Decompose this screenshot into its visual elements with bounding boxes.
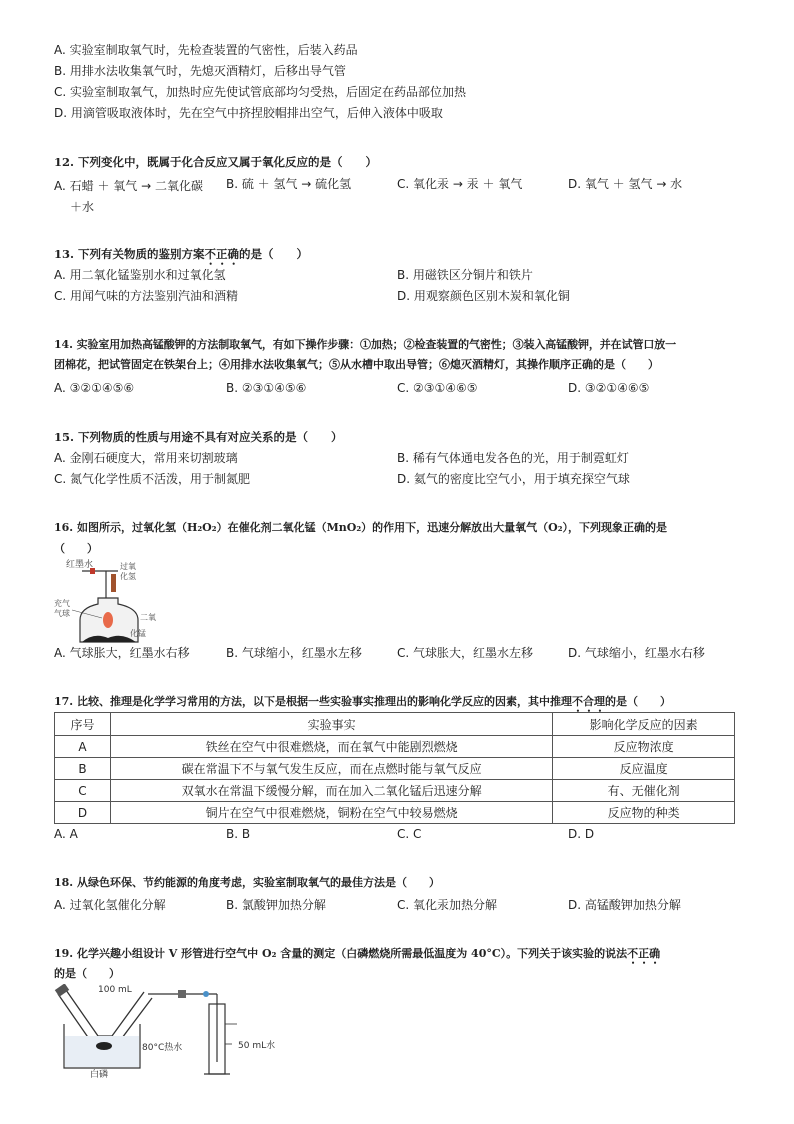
q16-label-balloon-2: 气球 (54, 609, 70, 618)
q17-option-b: B. B (226, 827, 251, 841)
q14-option-b: B. ②③①④⑤⑥ (226, 381, 307, 395)
q19-white-phosphorus (96, 1042, 112, 1050)
q11-option-b: B. 用排水法收集氧气时，先熄灭酒精灯，后移出导气管 (54, 64, 346, 78)
q19-rubber-joint (178, 990, 186, 998)
q18-stem: 18. 从绿色环保、节约能源的角度考虑，实验室制取氧气的最佳方法是（ ） (54, 876, 440, 889)
q15-option-a: A. 金刚石硬度大，常用来切割玻璃 (54, 451, 238, 465)
q16-label-ink: 红墨水 (66, 560, 94, 570)
table-header-cell: 实验事实 (110, 713, 552, 736)
q13-option-a: A. 用二氧化锰鉴别水和过氧化氢 (54, 268, 226, 282)
table-header-cell: 影响化学反应的因素 (553, 713, 735, 736)
q11-option-d: D. 用滴管吸取液体时，先在空气中挤捏胶帽排出空气，后伸入液体中吸取 (54, 106, 443, 120)
q12-option-a (54, 176, 203, 218)
q19-stem-line1: 19. 化学兴趣小组设计 V 形管进行空气中 O₂ 含量的测定（白磷燃烧所需最低温度为 40°C）。下列关于该实验的说法不正确 (54, 947, 661, 960)
q16-label-mno2-1: 二氧 (140, 613, 156, 622)
q19-clamp (203, 991, 209, 997)
q14-stem-line1: 14. 实验室用加热高锰酸钾的方法制取氧气，有如下操作步骤：①加热；②检查装置的气密性；③装入高锰酸钾，并在试管口放一 (54, 338, 677, 351)
q14-stem-line2: 团棉花，把试管固定在铁架台上；④用排水法收集氧气；⑤从水槽中取出导管；⑥熄灭酒精灯，其操作顺序正确的是（ ） (54, 358, 659, 371)
q19-emphasis: 不正确 (627, 947, 661, 960)
table-cell: 反应物的种类 (553, 802, 735, 824)
q17-option-d: D. D (568, 827, 595, 841)
q12-option-c: C. 氧化汞 → 汞 ＋ 氧气 (397, 177, 523, 191)
table-cell: C (55, 780, 111, 802)
q19-label-100ml: 100 mL (98, 985, 132, 995)
q13-option-b: B. 用磁铁区分铜片和铁片 (397, 268, 533, 282)
q16-option-d: D. 气球缩小，红墨水右移 (568, 646, 705, 660)
q12-option-b: B. 硫 ＋ 氢气 → 硫化氢 (226, 177, 352, 191)
table-cell: A (55, 736, 111, 758)
q17-emphasis: 不合理 (571, 695, 605, 708)
table-cell: B (55, 758, 111, 780)
q15-option-b: B. 稀有气体通电发各色的光，用于制霓虹灯 (397, 451, 629, 465)
table-row (55, 780, 735, 802)
q16-label-mno2-2: 化锰 (130, 629, 146, 638)
q13-option-c: C. 用闻气味的方法鉴别汽油和酒精 (54, 289, 239, 303)
table-row (55, 758, 735, 780)
table-cell: D (55, 802, 111, 824)
q19-hot-water (65, 1036, 139, 1067)
q13-stem: 13. 下列有关物质的鉴别方案不正确的是（ ） (54, 247, 309, 261)
q18-option-c: C. 氧化汞加热分解 (397, 898, 498, 912)
q18-option-b: B. 氯酸钾加热分解 (226, 898, 326, 912)
table-cell: 反应温度 (553, 758, 735, 780)
q13-option-d: D. 用观察颜色区别木炭和氧化铜 (397, 289, 570, 303)
q19-label-white-phosphorus: 白磷 (90, 1070, 109, 1080)
table-cell: 碳在常温下不与氧气发生反应，而在点燃时能与氧气反应 (110, 758, 552, 780)
q16-label-balloon-1: 充气 (54, 599, 70, 608)
q19-stopper-left (55, 984, 69, 997)
q17-option-c: C. C (397, 827, 422, 841)
q16-option-c: C. 气球胀大，红墨水左移 (397, 646, 534, 660)
q16-dropper (111, 574, 116, 592)
q16-balloon (103, 612, 113, 628)
q17-table (54, 712, 735, 824)
q14-option-d: D. ③②①④⑥⑤ (568, 381, 650, 395)
q16-stem-line2: （ ） (54, 542, 98, 555)
q16-stem-line1: 16. 如图所示，过氧化氢（H₂O₂）在催化剂二氧化锰（MnO₂）的作用下，迅速分解放出大量氧气（O₂），下列现象正确的是 (54, 521, 668, 534)
q19-stem-line2: 的是（ ） (54, 967, 120, 980)
q16-option-b: B. 气球缩小，红墨水左移 (226, 646, 362, 660)
q12-stem: 12. 下列变化中，既属于化合反应又属于氧化反应的是（ ） (54, 155, 378, 169)
q16-label-h2o2-2: 化氢 (120, 572, 136, 581)
q16-label-h2o2-1: 过氧 (120, 562, 136, 571)
q11-option-c: C. 实验室制取氧气，加热时应先使试管底部均匀受热，后固定在药品部位加热 (54, 85, 467, 99)
q14-option-a: A. ③②①④⑤⑥ (54, 381, 135, 395)
table-cell: 反应物浓度 (553, 736, 735, 758)
q18-option-a: A. 过氧化氢催化分解 (54, 898, 166, 912)
q19-label-hot-water: 80°C热水 (142, 1043, 183, 1053)
table-cell: 铜片在空气中很难燃烧，铜粉在空气中较易燃烧 (110, 802, 552, 824)
q15-option-c: C. 氮气化学性质不活泼，用于制氮肥 (54, 472, 251, 486)
q19-label-50ml-water: 50 mL水 (238, 1041, 276, 1051)
q15-stem: 15. 下列物质的性质与用途不具有对应关系的是（ ） (54, 430, 343, 444)
table-cell: 双氧水在常温下缓慢分解，而在加入二氧化锰后迅速分解 (110, 780, 552, 802)
table-header-cell: 序号 (55, 713, 111, 736)
q19-apparatus-figure (54, 984, 304, 1080)
q17-option-a: A. A (54, 827, 78, 841)
table-row (55, 736, 735, 758)
q15-option-d: D. 氦气的密度比空气小，用于填充探空气球 (397, 472, 630, 486)
q12-option-a-cont: ＋水 (70, 200, 95, 214)
table-header-row (55, 713, 735, 736)
q18-option-d: D. 高锰酸钾加热分解 (568, 898, 681, 912)
table-cell: 有、无催化剂 (553, 780, 735, 802)
q17-stem: 17. 比较、推理是化学学习常用的方法，以下是根据一些实验事实推理出的影响化学反应的因素，其中推理不合理的是（ ） (54, 695, 671, 708)
q12-option-d: D. 氧气 ＋ 氢气 → 水 (568, 177, 683, 191)
q14-option-c: C. ②③①④⑥⑤ (397, 381, 478, 395)
q16-option-a: A. 气球胀大，红墨水右移 (54, 646, 190, 660)
q13-emphasis: 不正确 (204, 247, 240, 261)
table-row (55, 802, 735, 824)
q12-option-a-text: A. 石蜡 ＋ 氧气 → 二氧化碳 (54, 179, 203, 193)
q11-option-a: A. 实验室制取氧气时，先检查装置的气密性，后装入药品 (54, 43, 358, 57)
q16-apparatus-figure (54, 558, 164, 648)
table-cell: 铁丝在空气中很难燃烧，而在氧气中能剧烈燃烧 (110, 736, 552, 758)
